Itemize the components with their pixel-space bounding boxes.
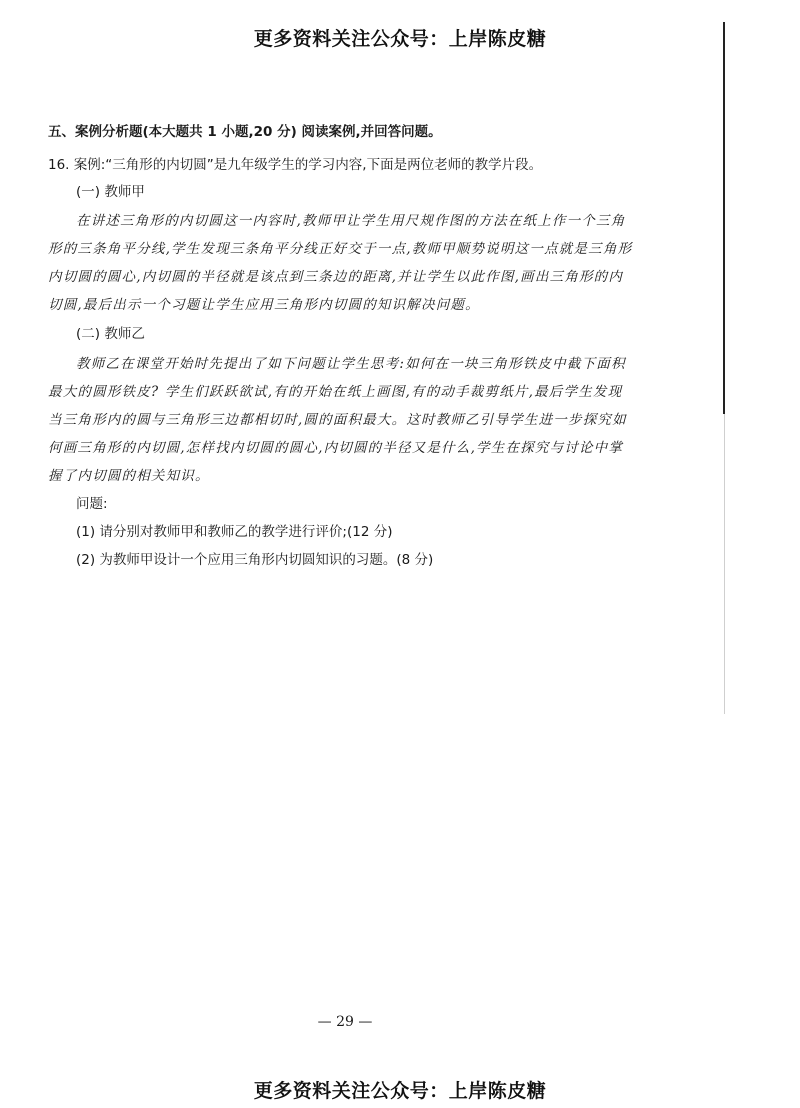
part1-line: 在讲述三角形的内切圆这一内容时,教师甲让学生用尺规作图的方法在纸上作一个三角 bbox=[76, 213, 626, 229]
question-1: (1) 请分别对教师甲和教师乙的教学进行评价;(12 分) bbox=[76, 524, 393, 540]
part1-label: (一) 教师甲 bbox=[76, 184, 145, 200]
part2-line: 握了内切圆的相关知识。 bbox=[48, 468, 210, 484]
part2-line: 教师乙在课堂开始时先提出了如下问题让学生思考:如何在一块三角形铁皮中截下面积 bbox=[76, 356, 626, 372]
part2-label: (二) 教师乙 bbox=[76, 326, 145, 342]
watermark-banner-bottom: 更多资料关注公众号：上岸陈皮糖 bbox=[253, 1080, 547, 1102]
part2-line: 当三角形内的圆与三角形三边都相切时,圆的面积最大。这时教师乙引导学生进一步探究如 bbox=[48, 412, 627, 428]
section-heading: 五、案例分析题(本大题共 1 小题,20 分) 阅读案例,并回答问题。 bbox=[48, 124, 442, 140]
part1-line: 形的三条角平分线,学生发现三条角平分线正好交于一点,教师甲顺势说明这一点就是三角形 bbox=[48, 241, 633, 257]
part2-line: 何画三角形的内切圆,怎样找内切圆的圆心,内切圆的半径又是什么,学生在探究与讨论中掌 bbox=[48, 440, 624, 456]
question-intro: 16. 案例:“三角形的内切圆”是九年级学生的学习内容,下面是两位老师的教学片段。 bbox=[48, 157, 543, 173]
question-2: (2) 为教师甲设计一个应用三角形内切圆知识的习题。(8 分) bbox=[76, 552, 434, 568]
page-number: — 29 — bbox=[317, 1014, 373, 1030]
part1-line: 切圆,最后出示一个习题让学生应用三角形内切圆的知识解决问题。 bbox=[48, 297, 480, 313]
part1-line: 内切圆的圆心,内切圆的半径就是该点到三条边的距离,并让学生以此作图,画出三角形的内 bbox=[48, 269, 624, 285]
part2-line: 最大的圆形铁皮? 学生们跃跃欲试,有的开始在纸上画图,有的动手裁剪纸片,最后学生发现 bbox=[48, 384, 623, 400]
scan-edge-line-faint bbox=[724, 414, 725, 714]
scan-edge-line bbox=[723, 22, 725, 414]
questions-label: 问题: bbox=[76, 496, 108, 512]
watermark-banner-top: 更多资料关注公众号：上岸陈皮糖 bbox=[253, 28, 547, 50]
